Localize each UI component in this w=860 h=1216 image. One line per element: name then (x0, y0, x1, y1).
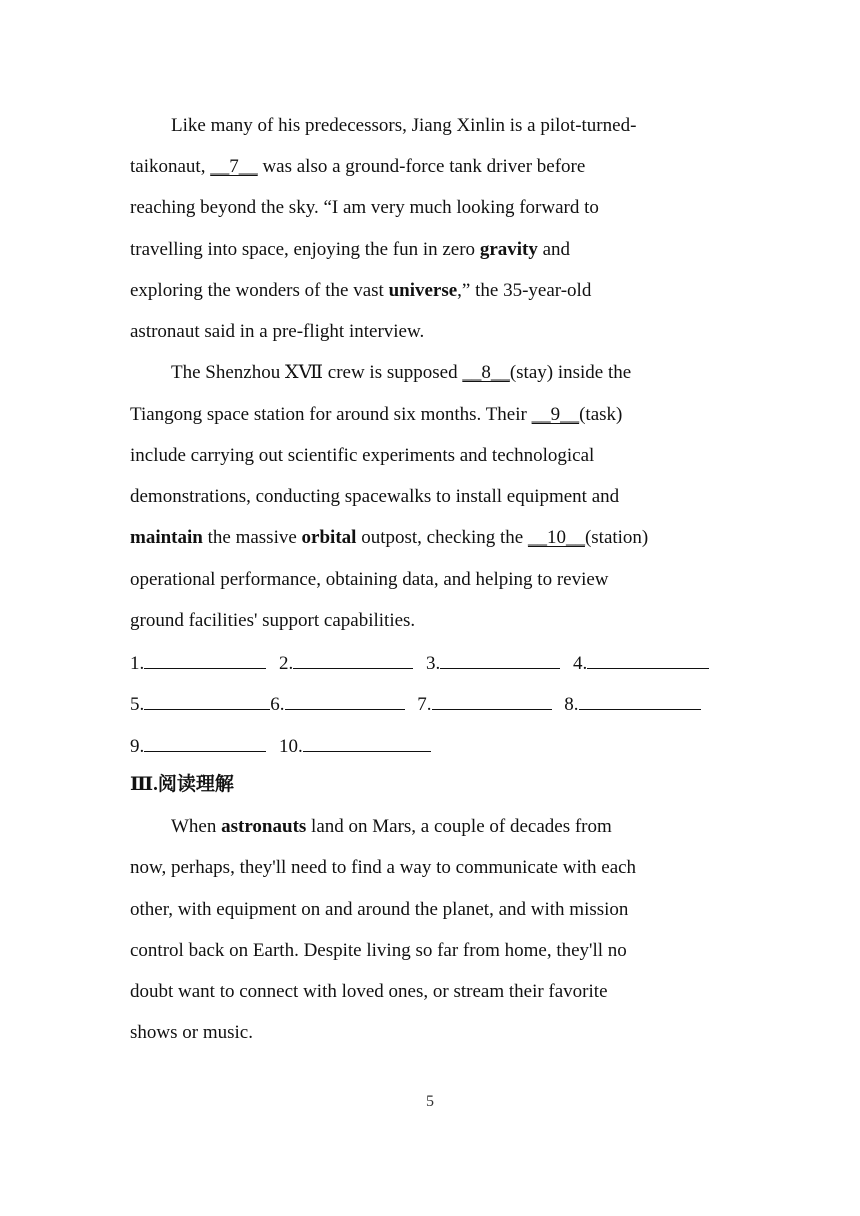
para2-line2 (130, 403, 622, 427)
para3-line6: shows or music. (130, 1022, 253, 1043)
para1-line2 (130, 155, 585, 179)
answer-label: 7. (417, 694, 432, 715)
text-span: ,” the 35-year-old (457, 280, 592, 301)
bold-word: orbital (301, 527, 357, 548)
para2-line3: include carrying out scientific experiments and technological (130, 445, 595, 466)
text-span: The Shenzhou ⅩⅦ crew is supposed (171, 362, 463, 383)
answer-label: 2. (279, 653, 294, 674)
para2-line7: ground facilities' support capabilities. (130, 610, 416, 631)
bold-word: gravity (479, 239, 538, 260)
text-span: the massive (202, 527, 302, 548)
text-span: (station) (584, 527, 649, 548)
answer-blank[interactable] (293, 650, 413, 669)
para1-line4 (130, 238, 570, 262)
text-span: (task) (579, 404, 623, 425)
para3-line4: control back on Earth. Despite living so far from home, they'll no (130, 940, 627, 961)
blank-8: __8__ (462, 362, 510, 383)
para1-line1: Like many of his predecessors, Jiang Xinlin is a pilot-turned- (171, 115, 637, 136)
para2-line4: demonstrations, conducting spacewalks to install equipment and (130, 486, 620, 507)
text-span: outpost, checking the (356, 527, 528, 548)
para2-line1 (171, 361, 631, 385)
blank-9: __9__ (531, 404, 580, 425)
text-span: exploring the wonders of the vast (130, 280, 389, 301)
answer-blank[interactable] (285, 691, 405, 710)
section-heading: Ⅲ.阅读理解 (130, 774, 234, 795)
text-span: (stay) inside the (509, 362, 632, 383)
para3-line2: now, perhaps, they'll need to find a way to communicate with each (130, 857, 637, 878)
para1-line3: reaching beyond the sky. “I am very much looking forward to (130, 197, 599, 218)
answer-blank[interactable] (144, 733, 266, 752)
answer-label: 6. (270, 694, 285, 715)
answer-blank[interactable] (144, 691, 270, 710)
answer-row-3 (130, 733, 431, 759)
para3-line1 (171, 815, 612, 839)
answer-blank[interactable] (432, 691, 552, 710)
blank-10: __10__ (527, 527, 585, 548)
text-span: travelling into space, enjoying the fun in zero (130, 239, 480, 260)
answer-label: 9. (130, 736, 145, 757)
answer-blank[interactable] (440, 650, 560, 669)
answer-label: 4. (573, 653, 588, 674)
text-span: Tiangong space station for around six months. Their (130, 404, 532, 425)
answer-label: 5. (130, 694, 145, 715)
para3-line5: doubt want to connect with loved ones, or stream their favorite (130, 981, 608, 1002)
blank-7: __7__ (210, 156, 258, 177)
page-number: 5 (426, 1093, 434, 1110)
answer-label: 3. (426, 653, 441, 674)
answer-blank[interactable] (579, 691, 701, 710)
answer-label: 1. (130, 653, 145, 674)
para1-line6: astronaut said in a pre-flight interview. (130, 321, 425, 342)
text-span: was also a ground-force tank driver before (257, 156, 586, 177)
para2-line6: operational performance, obtaining data, and helping to review (130, 569, 609, 590)
answer-blank[interactable] (303, 733, 431, 752)
para3-line3: other, with equipment on and around the planet, and with mission (130, 899, 629, 920)
text-span: land on Mars, a couple of decades from (306, 816, 612, 837)
bold-word: astronauts (221, 816, 307, 837)
answer-blank[interactable] (144, 650, 266, 669)
answer-label: 10. (279, 736, 303, 757)
text-span: taikonaut, (130, 156, 211, 177)
bold-word: maintain (130, 527, 203, 548)
answer-blank[interactable] (587, 650, 709, 669)
answer-row-2 (130, 691, 701, 717)
para2-line5 (130, 526, 648, 550)
answer-row-1 (130, 650, 709, 676)
text-span: When (171, 816, 222, 837)
para1-line5 (130, 279, 591, 303)
bold-word: universe (388, 280, 458, 301)
text-span: and (537, 239, 571, 260)
answer-label: 8. (564, 694, 579, 715)
